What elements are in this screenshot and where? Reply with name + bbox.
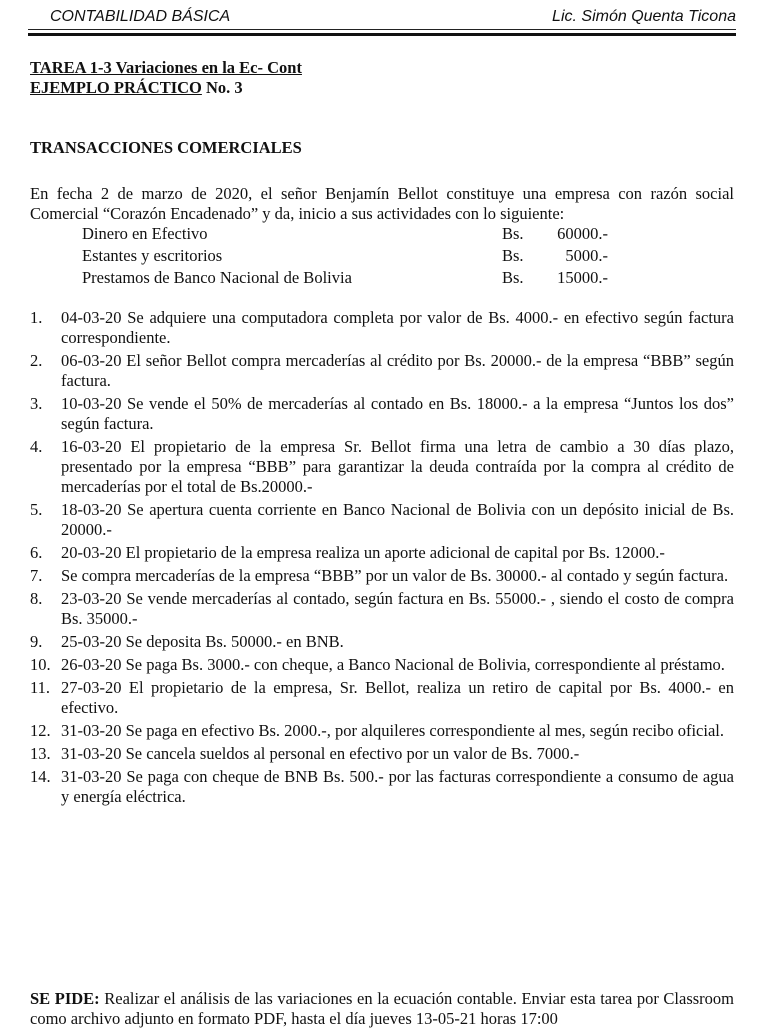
asset-row <box>82 224 608 246</box>
transaction-item <box>30 655 734 675</box>
transaction-text: 10-03-20 Se vende el 50% de mercaderías al contado en Bs. 18000.- a la empresa “Juntos los dos” según factura. <box>61 394 734 433</box>
transaction-number: 5. <box>30 500 43 519</box>
transaction-text: 31-03-20 Se cancela sueldos al personal en efectivo por un valor de Bs. 7000.- <box>61 744 580 763</box>
example-title <box>30 78 734 98</box>
transaction-text: 31-03-20 Se paga en efectivo Bs. 2000.-, por alquileres correspondiente al mes, según recibo oficial. <box>61 721 724 740</box>
asset-amount: 15000.- <box>557 268 608 287</box>
task-instructions <box>30 989 734 1029</box>
transaction-item <box>30 678 734 718</box>
assignment-title: TAREA 1-3 Variaciones en la Ec- Cont <box>30 58 302 77</box>
transaction-text: 31-03-20 Se paga con cheque de BNB Bs. 500.- por las facturas correspondiente a consumo de agua y energía eléctrica. <box>61 767 734 806</box>
asset-label: Dinero en Efectivo <box>82 224 208 243</box>
transaction-item <box>30 500 734 540</box>
header-rule-thin <box>28 29 736 30</box>
transaction-item <box>30 543 734 563</box>
transaction-text: 27-03-20 El propietario de la empresa, Sr. Bellot, realiza un retiro de capital por Bs. 4000.- en efectivo. <box>61 678 734 717</box>
document-body <box>30 58 734 810</box>
transactions-list <box>30 308 734 807</box>
transaction-text: 06-03-20 El señor Bellot compra mercaderías al crédito por Bs. 20000.- de la empresa “BBB” según factura. <box>61 351 734 390</box>
transaction-number: 10. <box>30 655 51 674</box>
transaction-text: 26-03-20 Se paga Bs. 3000.- con cheque, a Banco Nacional de Bolivia, correspondiente al préstamo. <box>61 655 725 674</box>
transaction-text: 16-03-20 El propietario de la empresa Sr. Bellot firma una letra de cambio a 30 días plazo, presentado por la empresa “BBB” para garantizar la deuda contraída por la compra al crédito de mercaderías por el total de Bs.20000.- <box>61 437 734 496</box>
example-label: EJEMPLO PRÁCTICO <box>30 78 202 97</box>
transaction-item <box>30 589 734 629</box>
transaction-item <box>30 566 734 586</box>
transaction-text: 23-03-20 Se vende mercaderías al contado, según factura en Bs. 55000.- , siendo el costo de compra Bs. 35000.- <box>61 589 734 628</box>
asset-row <box>82 246 608 268</box>
transaction-item <box>30 351 734 391</box>
transaction-text: Se compra mercaderías de la empresa “BBB” por un valor de Bs. 30000.- al contado y según factura. <box>61 566 729 585</box>
transaction-number: 3. <box>30 394 43 413</box>
transaction-number: 6. <box>30 543 43 562</box>
task-label: SE PIDE: <box>30 988 100 1008</box>
transaction-text: 18-03-20 Se apertura cuenta corriente en Banco Nacional de Bolivia con un depósito inicial de Bs. 20000.- <box>61 500 734 539</box>
asset-currency: Bs. <box>502 246 524 265</box>
transaction-text: 04-03-20 Se adquiere una computadora completa por valor de Bs. 4000.- en efectivo según factura correspondiente. <box>61 308 734 347</box>
transaction-item <box>30 394 734 434</box>
asset-amount: 60000.- <box>557 224 608 243</box>
asset-label: Prestamos de Banco Nacional de Bolivia <box>82 268 352 287</box>
transaction-number: 12. <box>30 721 51 740</box>
page-header <box>28 6 736 30</box>
transaction-number: 14. <box>30 767 51 786</box>
transaction-item <box>30 437 734 497</box>
transaction-item <box>30 767 734 807</box>
transaction-number: 13. <box>30 744 51 763</box>
section-heading: TRANSACCIONES COMERCIALES <box>30 138 302 157</box>
transaction-number: 11. <box>30 678 51 697</box>
transaction-number: 9. <box>30 632 43 651</box>
transaction-text: 25-03-20 Se deposita Bs. 50000.- en BNB. <box>61 632 344 651</box>
header-rule-thick <box>28 33 736 36</box>
transaction-number: 8. <box>30 589 43 608</box>
transaction-number: 2. <box>30 351 43 370</box>
asset-currency: Bs. <box>502 224 524 243</box>
transaction-number: 1. <box>30 308 43 327</box>
transaction-item <box>30 744 734 764</box>
task-text: Realizar el análisis de las variaciones en la ecuación contable. Enviar esta tarea por Classroom como archivo adjunto en formato PDF, hasta el día jueves 13-05-21 horas 17:00 <box>30 988 734 1028</box>
transaction-number: 4. <box>30 437 43 456</box>
transaction-number: 7. <box>30 566 43 585</box>
intro-paragraph: En fecha 2 de marzo de 2020, el señor Benjamín Bellot constituye una empresa con razón social Comercial “Corazón Encadenado” y da, inicio a sus actividades con lo siguiente: <box>30 184 734 223</box>
asset-row <box>82 268 608 290</box>
asset-currency: Bs. <box>502 268 524 287</box>
transaction-item <box>30 721 734 741</box>
asset-label: Estantes y escritorios <box>82 246 223 265</box>
transaction-item <box>30 308 734 348</box>
example-number: No. 3 <box>201 78 243 97</box>
author-name: Lic. Simón Quenta Ticona <box>552 8 736 25</box>
initial-assets-table <box>82 224 608 290</box>
transaction-text: 20-03-20 El propietario de la empresa realiza un aporte adicional de capital por Bs. 12000.- <box>61 543 665 562</box>
asset-amount: 5000.- <box>565 246 608 265</box>
transaction-item <box>30 632 734 652</box>
course-name: CONTABILIDAD BÁSICA <box>50 8 231 25</box>
